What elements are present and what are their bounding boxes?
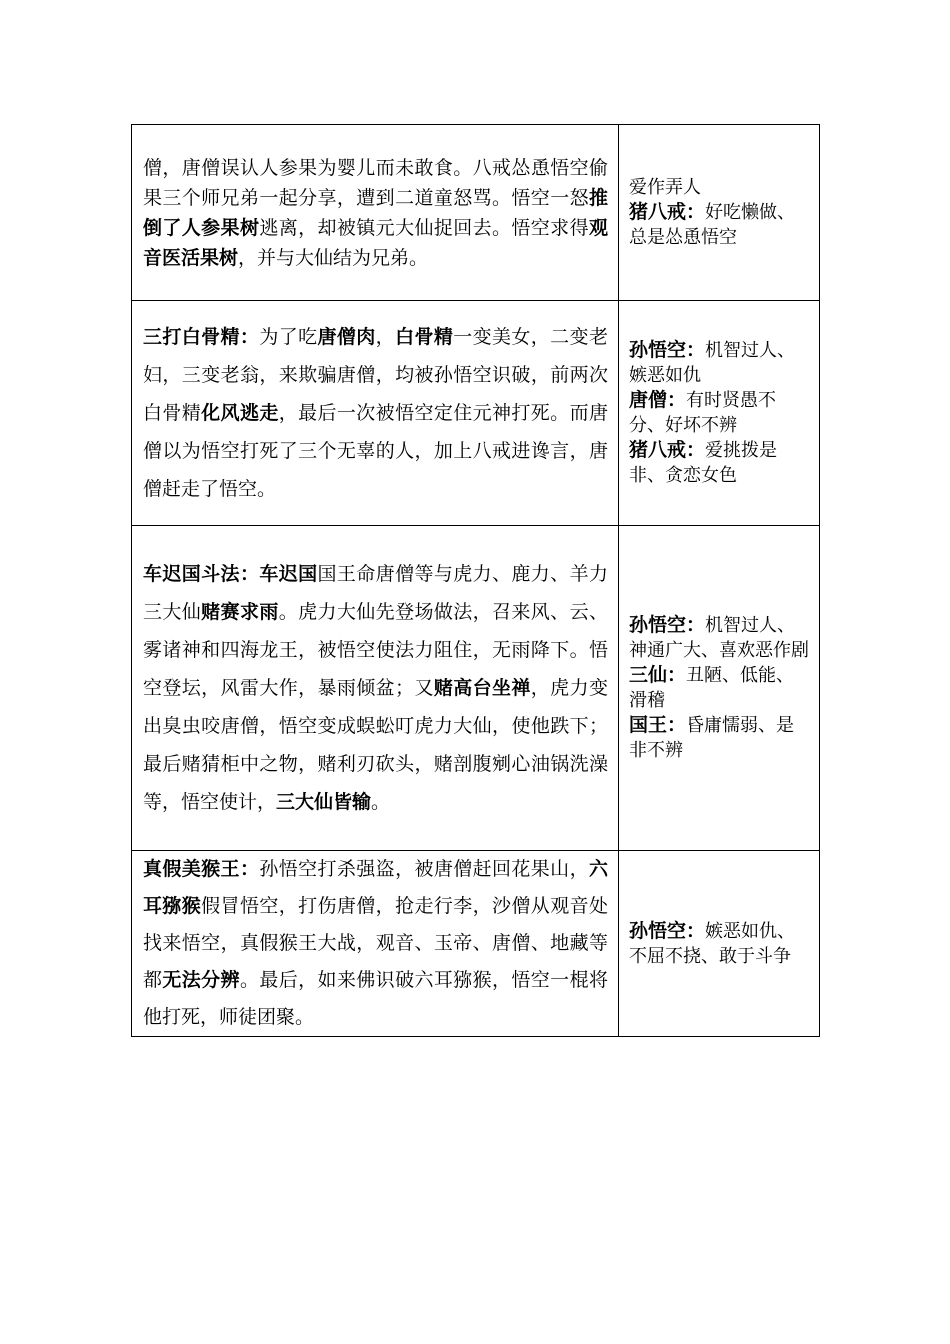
plot-fragment: 僧，唐僧误认人参果为婴儿而未敢食。八戒怂恿悟空偷果三个师兄弟一起分享，遭到二道童怒骂。悟空一怒 (143, 156, 608, 209)
plot-text (132, 318, 618, 508)
character-entry (629, 919, 811, 969)
character-entry (629, 388, 811, 438)
table-row (132, 851, 820, 1037)
character-list (619, 613, 819, 763)
plot-text (132, 153, 618, 273)
table-row (132, 526, 820, 851)
plot-fragment: 逃离，却被镇元大仙捉回去。悟空求得 (259, 216, 589, 239)
plot-fragment: 。 (371, 791, 391, 813)
character-traits: 有时贤愚不分、好坏不辨 (629, 390, 777, 436)
key-phrase: 化风逃走 (201, 402, 279, 424)
character-name: 猪八戒： (629, 439, 706, 461)
character-traits: 嫉恶如仇、不屈不挠、敢于斗争 (629, 920, 796, 967)
plot-cell (132, 526, 619, 851)
characters-cell (619, 125, 820, 301)
character-name: 唐僧： (629, 389, 687, 411)
character-traits: 好吃懒做、总是怂恿悟空 (629, 202, 796, 248)
character-traits: 爱作弄人 (629, 177, 701, 198)
character-list (619, 919, 819, 969)
characters-cell (619, 526, 820, 851)
table-row (132, 301, 820, 526)
character-entry (629, 175, 811, 200)
character-name: 孙悟空： (629, 614, 706, 636)
plot-fragment: ， (375, 326, 396, 348)
plot-fragment: ，并与大仙结为兄弟。 (238, 246, 429, 269)
key-phrase: 白骨精 (395, 326, 454, 348)
plot-fragment: ，虎力变出臭虫咬唐僧，悟空变成蜈蚣叮虎力大仙，使他跌下；最后赌猜柜中之物，赌利刃砍头，赌剖腹剜心油锅洗澡等，悟空使计， (143, 677, 608, 813)
character-entry (629, 438, 811, 488)
character-name: 国王： (629, 714, 687, 736)
plot-fragment: ，最后一次被悟空定住元神打死。而唐僧以为悟空打死了三个无辜的人，加上八戒进谗言，唐僧赶走了悟空。 (143, 402, 608, 500)
plot-cell (132, 125, 619, 301)
key-phrase: 车迟国 (259, 563, 318, 585)
plot-fragment: 。虎力大仙先登场做法，召来风、云、雾诸神和四海龙王，被悟空使法力阻住，无雨降下。悟空登坛，风雷大作，暴雨倾盆；又 (143, 601, 608, 699)
characters-cell (619, 851, 820, 1037)
plot-fragment: 为了吃 (259, 326, 318, 348)
episode-title: 真假美猴王： (143, 858, 260, 880)
plot-cell (132, 851, 619, 1037)
character-list (619, 338, 819, 488)
character-traits: 机智过人、嫉恶如仇 (629, 340, 796, 386)
character-name: 猪八戒： (629, 201, 706, 223)
plot-text (132, 555, 618, 821)
character-list (619, 175, 819, 250)
plot-fragment: 一变美女，二变老妇，三变老翁，来欺骗唐僧，均被孙悟空识破，前两次白骨精 (143, 326, 608, 424)
character-entry (629, 613, 811, 663)
character-traits: 丑陋、低能、滑稽 (629, 665, 795, 711)
character-entry (629, 200, 811, 250)
summary-table (131, 124, 820, 1037)
character-name: 三仙： (629, 664, 687, 686)
plot-fragment: 。最后，如来佛识破六耳猕猴，悟空一棍将他打死，师徒团聚。 (143, 969, 608, 1028)
key-phrase: 推倒了人参果树 (143, 186, 608, 239)
character-traits: 机智过人、神通广大、喜欢恶作剧 (629, 615, 809, 661)
plot-text (132, 851, 618, 1036)
characters-cell (619, 301, 820, 526)
plot-fragment: 孙悟空打杀强盗，被唐僧赶回花果山， (259, 858, 589, 880)
key-phrase: 六耳猕猴 (143, 858, 608, 917)
character-entry (629, 338, 811, 388)
character-name: 孙悟空： (629, 339, 706, 361)
table-row (132, 125, 820, 301)
plot-fragment: 国王命唐僧等与虎力、鹿力、羊力三大仙 (143, 563, 608, 623)
character-entry (629, 713, 811, 763)
character-traits: 爱挑拨是非、贪恋女色 (629, 440, 778, 486)
character-name: 孙悟空： (629, 919, 706, 942)
key-phrase: 唐僧肉 (317, 326, 376, 348)
key-phrase: 观音医活果树 (143, 216, 608, 269)
episode-title: 三打白骨精： (143, 326, 260, 348)
plot-cell (132, 301, 619, 526)
key-phrase: 无法分辨 (162, 969, 240, 991)
plot-fragment: 假冒悟空，打伤唐僧，抢走行李，沙僧从观音处找来悟空，真假猴王大战，观音、玉帝、唐僧、地藏等都 (143, 895, 608, 991)
key-phrase: 赌赛求雨 (201, 601, 279, 623)
key-phrase: 三大仙皆输 (276, 791, 372, 813)
character-entry (629, 663, 811, 713)
episode-title: 车迟国斗法： (143, 563, 260, 585)
character-traits: 昏庸懦弱、是非不辨 (629, 715, 795, 761)
key-phrase: 赌高台坐禅 (433, 677, 531, 699)
